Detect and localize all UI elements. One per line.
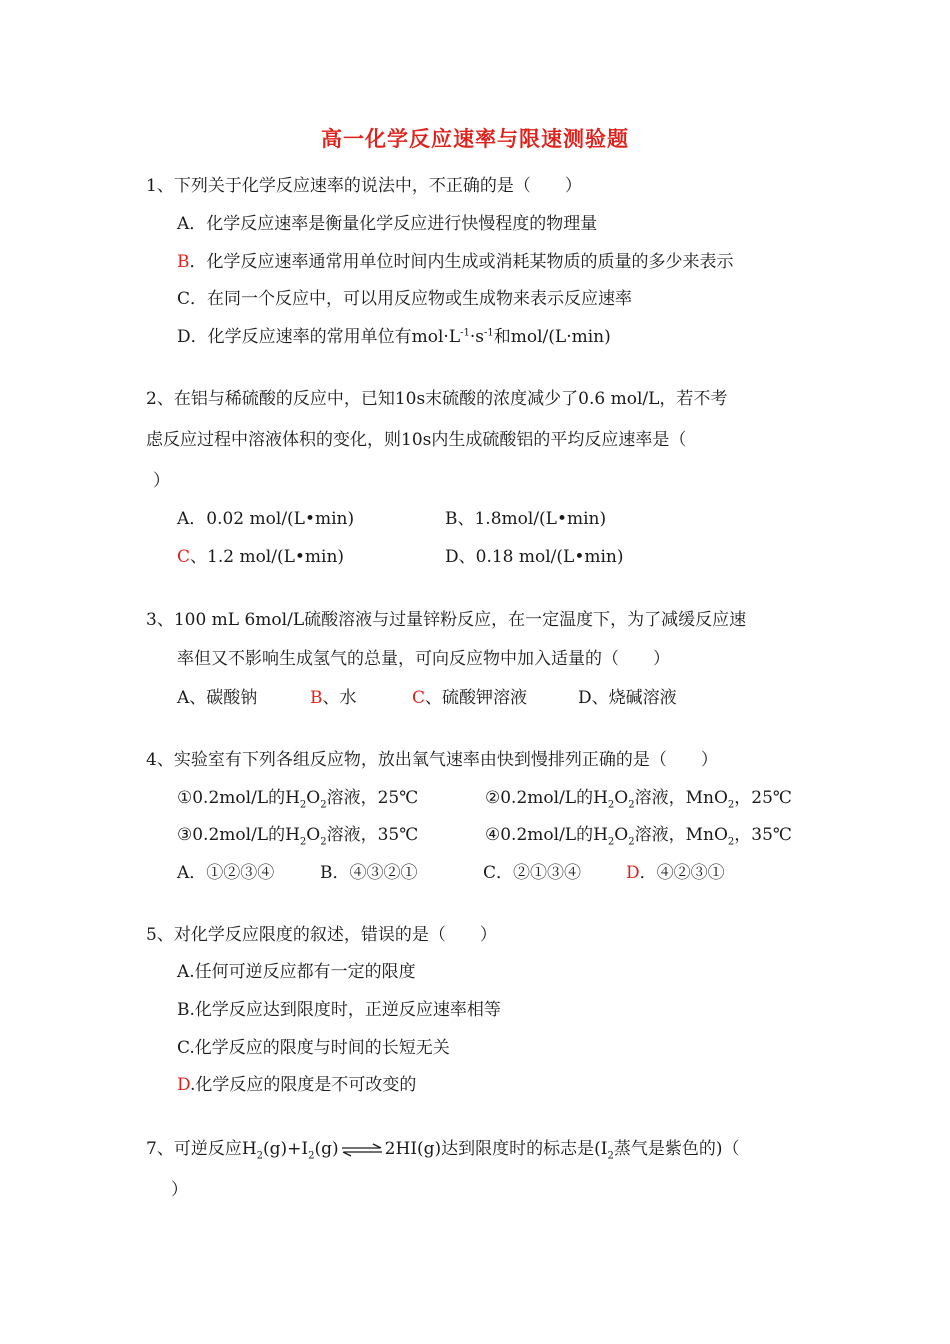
equilibrium-arrow-icon	[340, 1143, 384, 1157]
q4-option-c: C．②①③④	[483, 863, 582, 883]
q1-option-d: D．化学反应速率的常用单位有$mol\cdot L^{-1}\cdot s^{-1}$和mol/(L·min)	[177, 327, 611, 347]
q5-option-a: A.任何可逆反应都有一定的限度	[177, 962, 416, 982]
q4-item-3: ③0.2mol/L的$H_2O_2$溶液，35℃	[177, 825, 419, 848]
q3-option-b: B、水	[310, 688, 357, 708]
q2-stem-line3: ）	[153, 471, 170, 491]
q1-stem: 1、下列关于化学反应速率的说法中，不正确的是（ ）	[146, 176, 582, 196]
q4-item-4: ④0.2mol/L的$H_2O_2$溶液，MnO$_2$，35℃	[485, 825, 792, 848]
q2-option-a: A．0.02 mol/(L•min)	[177, 509, 355, 529]
q2-option-c: C、1.2 mol/(L•min)	[177, 547, 345, 567]
q4-stem: 4、实验室有下列各组反应物，放出氧气速率由快到慢排列正确的是（ ）	[146, 750, 718, 770]
q4-item-1: ①0.2mol/L的$H_2O_2$溶液，25℃	[177, 788, 419, 811]
q3-option-d: D、烧碱溶液	[578, 688, 677, 708]
q3-option-a: A、碳酸钠	[177, 688, 258, 708]
q4-item-2: ②0.2mol/L的$H_2O_2$溶液，MnO$_2$，25℃	[485, 788, 792, 811]
q3-stem-line2: 率但又不影响生成氢气的总量，可向反应物中加入适量的（ ）	[177, 649, 670, 669]
q5-option-d: D.化学反应的限度是不可改变的	[177, 1075, 417, 1095]
q2-stem-line2: 虑反应过程中溶液体积的变化，则10s内生成硫酸铝的平均反应速率是（	[146, 430, 687, 450]
q1-answer-mark: B	[177, 252, 190, 272]
q2-stem-line1: 2、在铝与稀硫酸的反应中，已知10s末硫酸的浓度减少了0.6 mol/L，若不考	[146, 389, 728, 409]
q3-option-c: C、硫酸钾溶液	[412, 688, 528, 708]
q5-option-b: B.化学反应达到限度时，正逆反应速率相等	[177, 1000, 501, 1020]
q5-option-c: C.化学反应的限度与时间的长短无关	[177, 1038, 450, 1058]
q5-answer-mark: D	[177, 1075, 191, 1095]
q2-option-b: B、1.8mol/(L•min)	[445, 509, 607, 529]
q3-answer-mark-c: C	[412, 688, 426, 708]
q4-option-a: A．①②③④	[177, 863, 275, 883]
q2-answer-mark: C	[177, 547, 191, 567]
q5-stem: 5、对化学反应限度的叙述，错误的是（ ）	[146, 925, 497, 945]
q1-option-c: C．在同一个反应中，可以用反应物或生成物来表示反应速率	[177, 289, 633, 309]
q1-option-b: B．化学反应速率通常用单位时间内生成或消耗某物质的质量的多少来表示	[177, 252, 734, 272]
q3-stem-line1: 3、100 mL 6mol/L硫酸溶液与过量锌粉反应，在一定温度下，为了减缓反应速	[146, 610, 747, 630]
q4-option-b: B．④③②①	[320, 863, 418, 883]
q2-option-d: D、0.18 mol/(L•min)	[445, 547, 624, 567]
q1-option-a: A．化学反应速率是衡量化学反应进行快慢程度的物理量	[177, 214, 598, 234]
page-title: 高一化学反应速率与限速测验题	[321, 126, 629, 151]
q4-answer-mark: D	[626, 863, 640, 883]
q7-stem-line2: ）	[171, 1180, 188, 1200]
q4-option-d: D．④②③①	[626, 863, 725, 883]
q7-stem-line1: 7、可逆反应$H_2(g)+I_2(g)$ 2HI(g)达到限度时的标志是($I_2$蒸气是紫色的)（	[146, 1139, 740, 1162]
q3-answer-mark-b: B	[310, 688, 323, 708]
